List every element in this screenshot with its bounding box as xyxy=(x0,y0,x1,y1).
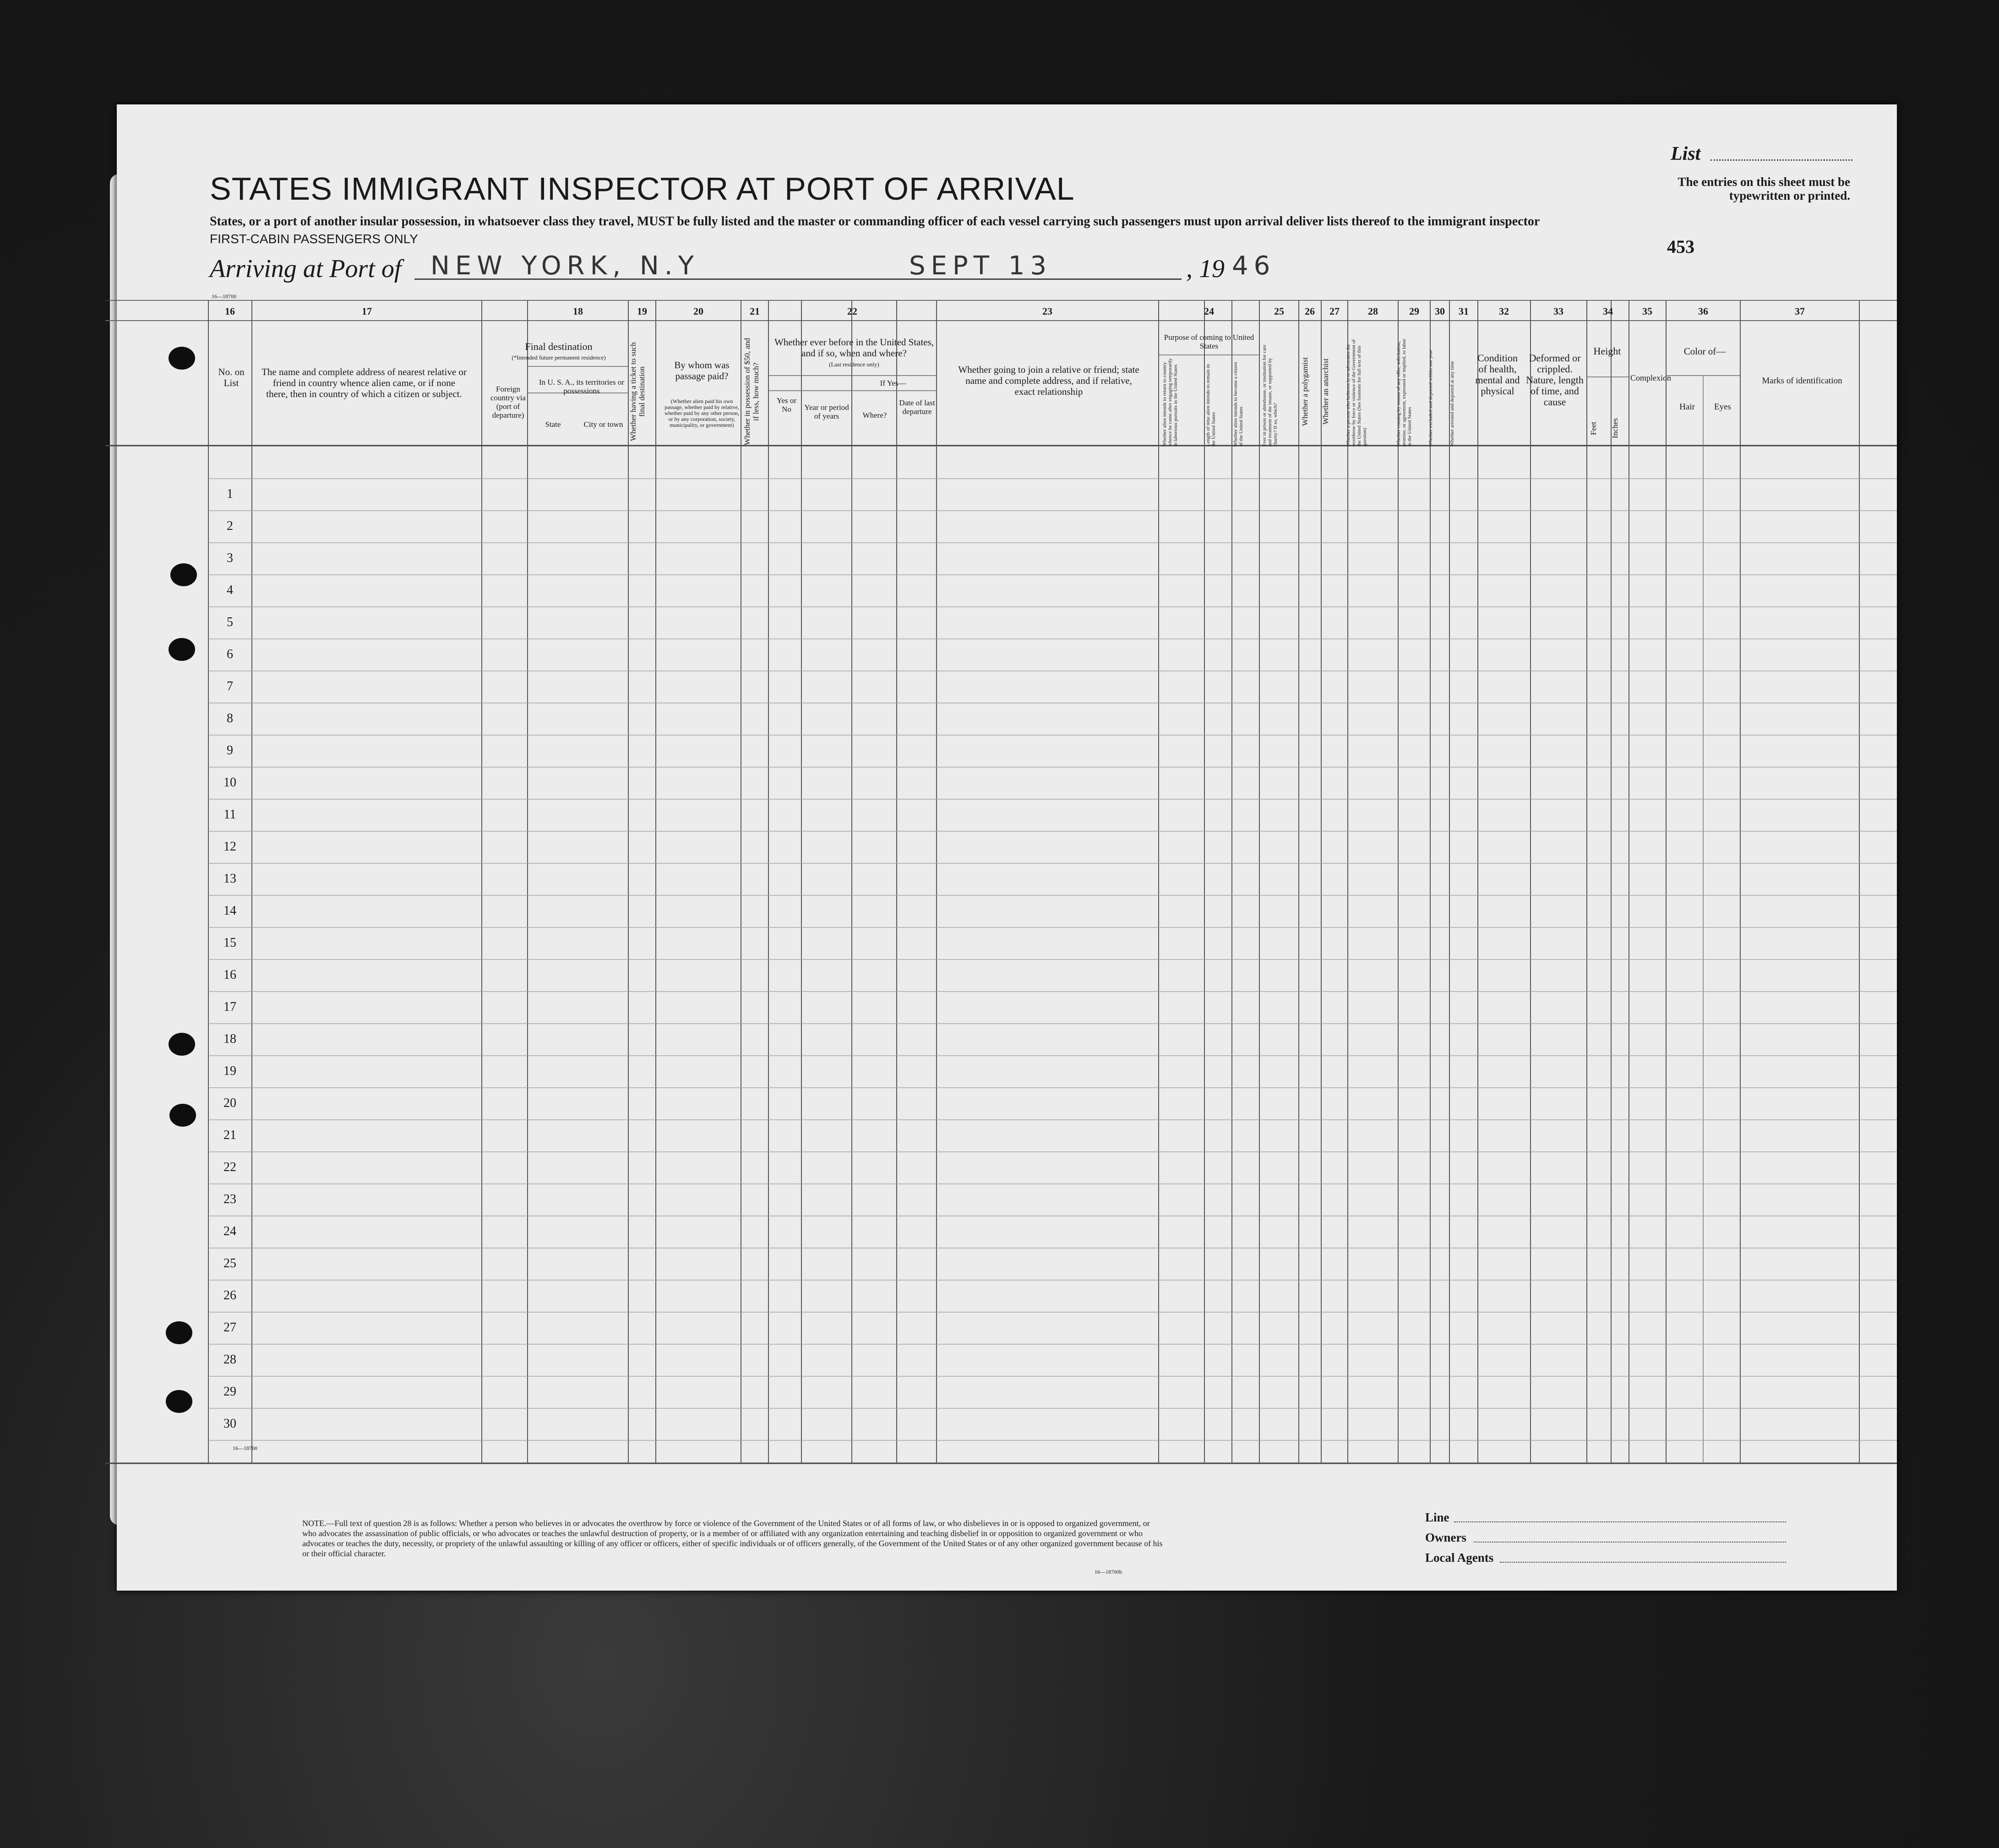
row-number: 11 xyxy=(223,807,236,822)
header-c22-yesno: Yes or No xyxy=(776,396,797,414)
list-line xyxy=(1710,159,1852,161)
row-number: 16 xyxy=(223,968,236,982)
column-number: 30 xyxy=(1435,305,1445,317)
row-number: 28 xyxy=(223,1352,236,1367)
column-number: 31 xyxy=(1459,305,1469,317)
row-number: 7 xyxy=(227,679,233,693)
column-number: 34 xyxy=(1603,305,1613,317)
header-c24: Purpose of coming to United States xyxy=(1164,333,1254,350)
port-value: NEW YORK, N.Y xyxy=(430,251,699,281)
column-number: 33 xyxy=(1553,305,1563,317)
row-number: 13 xyxy=(223,872,236,886)
column-number: 20 xyxy=(693,305,703,317)
page-title: STATES IMMIGRANT INSPECTOR AT PORT OF ARRIVAL xyxy=(210,171,1075,207)
header-c32: Condition of health, mental and physical xyxy=(1475,352,1520,397)
header-c22: Whether ever before in the United States, and if so, when and where? xyxy=(774,337,934,359)
agents-rule xyxy=(1500,1562,1786,1563)
column-number: 26 xyxy=(1305,305,1315,317)
row-number: 29 xyxy=(223,1385,236,1399)
header-c34-inches: Inches xyxy=(1611,418,1619,439)
arriving-label: Arriving at Port of xyxy=(210,255,402,283)
header-c33: Deformed or crippled. Nature, length of time, and cause xyxy=(1526,352,1584,408)
column-number: 32 xyxy=(1499,305,1509,317)
header-c25: Ever in prison or almshouse, or institution for care and treatment of the insane, or supported by charity? If so, which? xyxy=(1262,344,1278,447)
row-number: 30 xyxy=(223,1417,236,1431)
header-c23: Whether going to join a relative or friend; state name and complete address, and if relative, exact relationship xyxy=(958,364,1139,397)
row-number: 20 xyxy=(223,1096,236,1110)
header-c24-c: Whether alien intends to become a citizen of the United States xyxy=(1233,362,1244,447)
row-number: 5 xyxy=(227,615,233,629)
row-number: 2 xyxy=(227,519,233,533)
column-number: 16 xyxy=(225,305,235,317)
footer-code: 16—18700b xyxy=(1095,1569,1122,1575)
entries-note: The entries on this sheet must be typewritten or printed. xyxy=(1678,175,1850,202)
header-c16: No. on List xyxy=(218,366,245,388)
header-c24-b: Length of time alien intends to remain in the United States xyxy=(1205,364,1216,447)
header-c34: Height xyxy=(1593,345,1621,357)
column-number: 35 xyxy=(1642,305,1652,317)
row-number: 23 xyxy=(223,1192,236,1206)
instructions-text: States, or a port of another insular possession, in whatsoever class they travel, MUST be fully listed and the master or commanding officer of each vessel carrying such passengers must upon arrival deliver lists thereof to the immigrant inspector xyxy=(210,214,1540,229)
column-number: 19 xyxy=(637,305,647,317)
header-c17: The name and complete address of nearest relative or friend in country whence alien came, or if none there, then in country of which a citizen or subject. xyxy=(261,366,467,399)
header-c28: Whether a person who believes in or advocates the overthrow by force or violence of the Government of the United States (See footnote for full text of this question) xyxy=(1345,339,1367,447)
column-number: 21 xyxy=(750,305,760,317)
row-number: 26 xyxy=(223,1288,236,1303)
header-c24-a: Whether alien intends to return to country whence he came after engaging temporarily in laborious pursuits in the United States xyxy=(1162,358,1178,447)
owners-rule xyxy=(1474,1542,1786,1543)
header-c29: Whether coming by reason of any offer, solicitation, promise, or agreement, expressed or implied, to labor in the United States xyxy=(1396,338,1412,447)
header-c31: Whether arrested and deported at any time xyxy=(1449,361,1455,447)
header-c18-city: City or town xyxy=(583,420,623,429)
table-grid xyxy=(105,300,1897,1466)
sheet-number: 453 xyxy=(1667,236,1694,257)
form-code-top: 16—18700 xyxy=(212,293,236,300)
column-number: 27 xyxy=(1329,305,1340,317)
row-number: 19 xyxy=(223,1064,236,1078)
header-c30: Whether excluded and deported within one year xyxy=(1428,349,1433,447)
footer-note: NOTE.—Full text of question 28 is as follows: Whether a person who believes in or advocates the overthrow by force or violence of the Government of the United States or of all forms of law, or who disbelieves in or is opposed to organized government, or who advocates the assassination of public officials, or who advocates or teaches the unlawful destruction of property, or is a member of or affiliated with any organization entertaining and teaching disbelief in or opposition to organized government or who advocates or teaches the duty, necessity, or propriety of the unlawful assaulting or killing of any officer or officers, either of specific individuals or of officers generally, of the Government of the United States or of any other organized government because of his or their official character. xyxy=(302,1519,1163,1558)
header-c35: Complexion xyxy=(1630,373,1671,382)
manifest-table xyxy=(105,300,1897,1466)
column-number: 28 xyxy=(1368,305,1378,317)
header-c22-where: Where? xyxy=(862,411,887,420)
header-c22-date: Date of last departure xyxy=(899,398,935,416)
row-number: 27 xyxy=(223,1320,236,1335)
column-number: 25 xyxy=(1274,305,1284,317)
row-number: 25 xyxy=(223,1256,236,1270)
header-c21: Whether in possession of $50, and if less, how much? xyxy=(743,338,760,446)
row-number: 8 xyxy=(227,711,233,725)
header-c27: Whether an anarchist xyxy=(1321,358,1330,425)
header-c36-eyes: Eyes xyxy=(1714,402,1731,412)
line-rule xyxy=(1454,1521,1786,1522)
header-c18-usa: In U. S. A., its territories or possessions xyxy=(539,378,625,395)
column-number: 23 xyxy=(1042,305,1052,317)
column-number: 24 xyxy=(1204,305,1214,317)
row-number: 12 xyxy=(223,840,236,854)
header-c22-ifyes: If Yes— xyxy=(880,379,906,387)
row-number: 9 xyxy=(227,743,233,758)
row-number: 10 xyxy=(223,775,236,790)
column-number: 36 xyxy=(1698,305,1708,317)
year-value: 46 xyxy=(1232,251,1276,281)
column-number: 37 xyxy=(1795,305,1805,317)
row-number: 14 xyxy=(223,904,236,918)
header-c19: Whether having a ticket to such final destination xyxy=(629,342,646,441)
header-c36-hair: Hair xyxy=(1679,402,1695,412)
header-c34-feet: Feet xyxy=(1589,421,1598,435)
line-label: Line xyxy=(1425,1510,1449,1524)
header-c37: Marks of identification xyxy=(1762,376,1842,386)
column-number: 18 xyxy=(573,305,583,317)
row-number: 6 xyxy=(227,647,233,661)
header-c18: Final destination xyxy=(525,341,593,352)
year-prefix: , 19 xyxy=(1186,255,1225,283)
column-number: 22 xyxy=(847,305,857,317)
header-c22-year: Year or period of years xyxy=(804,403,849,420)
row-number: 4 xyxy=(227,583,233,597)
header-c18-state: State xyxy=(545,420,561,429)
column-number: 17 xyxy=(362,305,372,317)
form-code-bottom: 16—18700 xyxy=(233,1445,257,1451)
row-number: 15 xyxy=(223,936,236,950)
column-number: 29 xyxy=(1409,305,1419,317)
row-number: 22 xyxy=(223,1160,236,1174)
header-c22-sub: (Last residence only) xyxy=(829,361,879,368)
header-c18-foreign: Foreign country via (port of departure) xyxy=(490,385,526,420)
owners-label: Owners xyxy=(1425,1531,1466,1544)
header-c36: Color of— xyxy=(1683,346,1726,357)
header-c20-sub: (Whether alien paid his own passage, whether paid by relative, whether paid by any other person, or by any corporation, society, municipality, or government) xyxy=(664,398,740,428)
row-number: 18 xyxy=(223,1032,236,1046)
row-number: 24 xyxy=(223,1224,236,1238)
header-c18-sub: (*Intended future permanent residence) xyxy=(512,354,606,361)
row-number: 1 xyxy=(227,487,233,501)
agents-label: Local Agents xyxy=(1425,1551,1494,1565)
date-value: SEPT 13 xyxy=(909,251,1052,281)
row-number: 17 xyxy=(223,1000,236,1014)
row-number: 3 xyxy=(227,551,233,565)
header-c20: By whom was passage paid? xyxy=(674,360,730,382)
list-label: List xyxy=(1671,143,1701,164)
row-number: 21 xyxy=(223,1128,236,1142)
header-c26: Whether a polygamist xyxy=(1301,357,1309,426)
class-note: FIRST-CABIN PASSENGERS ONLY xyxy=(210,232,418,246)
